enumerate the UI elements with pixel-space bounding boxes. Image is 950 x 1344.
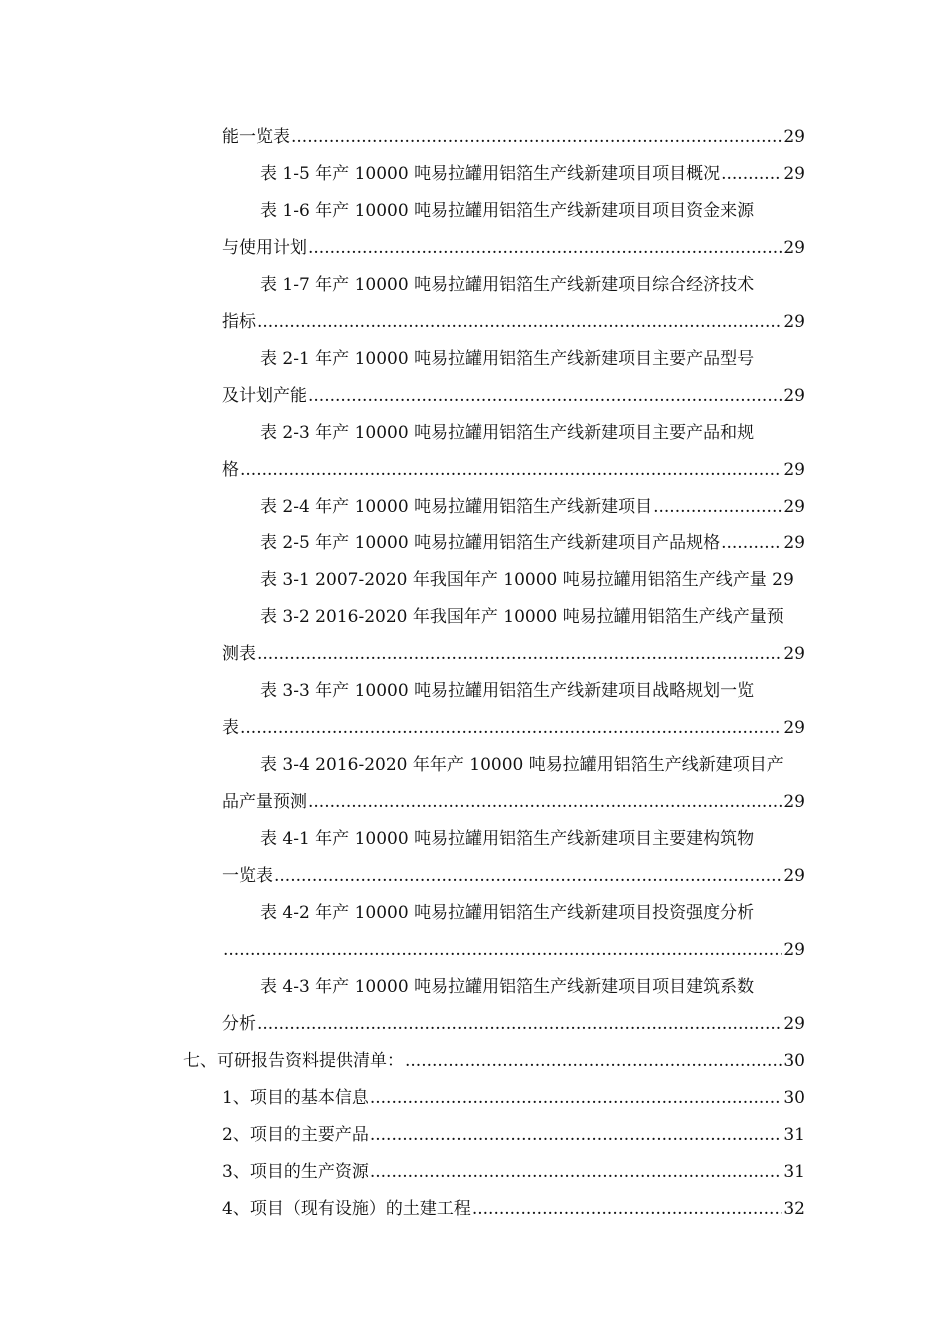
toc-entry[interactable] — [222, 1083, 805, 1113]
toc-entry[interactable] — [222, 1194, 805, 1224]
toc-entry-title: 3、项目的生产资源 — [222, 1161, 369, 1182]
toc-leader-dots — [223, 935, 782, 965]
toc-page-number: 29 — [783, 533, 805, 554]
toc-page-number: 32 — [783, 1198, 805, 1219]
toc-entry[interactable] — [260, 750, 805, 780]
toc-entry[interactable] — [222, 307, 805, 337]
toc-entry-title: 与使用计划 — [222, 237, 307, 258]
toc-entry-title: 表 — [222, 718, 239, 739]
toc-entry-title: 表 4-2 年产 10000 吨易拉罐用铝箔生产线新建项目投资强度分析 — [260, 902, 755, 923]
toc-leader-dots — [405, 1046, 782, 1076]
toc-page-number: 29 — [783, 866, 805, 886]
toc-entry-title: 表 2-4 年产 10000 吨易拉罐用铝箔生产线新建项目 — [260, 496, 653, 517]
toc-entry-title: 表 3-4 2016-2020 年年产 10000 吨易拉罐用铝箔生产线新建项目产 — [260, 755, 784, 776]
toc-entry-title: 七、可研报告资料提供清单： — [183, 1050, 404, 1071]
toc-page-number: 29 — [783, 644, 805, 665]
toc-entry-title: 表 2-5 年产 10000 吨易拉罐用铝箔生产线新建项目产品规格 — [260, 533, 721, 554]
toc-entry[interactable] — [222, 1157, 805, 1187]
toc-entry[interactable] — [260, 159, 805, 189]
toc-leader-dots — [370, 1083, 783, 1113]
toc-leader-dots — [370, 1157, 783, 1187]
toc-page-number: 29 — [783, 939, 805, 960]
toc-leader-dots — [257, 639, 782, 669]
toc-entry-title: 1、项目的基本信息 — [222, 1087, 369, 1108]
toc-page-number: 29 — [783, 718, 805, 739]
toc-page-number: 31 — [783, 1161, 805, 1182]
toc-leader-dots — [308, 381, 782, 411]
toc-page-number: 30 — [783, 1050, 805, 1071]
toc-entry[interactable] — [222, 233, 805, 263]
toc-leader-dots — [308, 233, 782, 263]
toc-entry-title: 测表 — [222, 644, 256, 665]
toc-entry[interactable] — [222, 713, 805, 743]
toc-entry-title: 格 — [222, 459, 239, 480]
toc-entry[interactable] — [260, 270, 805, 300]
toc-leader-dots — [370, 1120, 783, 1150]
toc-entry[interactable] — [222, 861, 805, 891]
toc-entry-title: 表 3-2 2016-2020 年我国年产 10000 吨易拉罐用铝箔生产线产量预 — [260, 607, 784, 628]
toc-entry-title: 表 1-6 年产 10000 吨易拉罐用铝箔生产线新建项目项目资金来源 — [260, 200, 755, 221]
toc-entry[interactable] — [222, 1009, 805, 1039]
toc-page-number: 29 — [783, 385, 805, 406]
toc-page-number: 29 — [783, 237, 805, 258]
toc-entry[interactable] — [183, 1046, 805, 1076]
toc-leader-dots — [472, 1194, 783, 1224]
toc-entry-title: 品产量预测 — [222, 792, 307, 813]
toc-page-number: 29 — [783, 163, 805, 184]
toc-page-number: 29 — [783, 496, 805, 517]
toc-page-number: 29 — [783, 459, 805, 480]
toc-entry-title: 表 1-5 年产 10000 吨易拉罐用铝箔生产线新建项目项目概况 — [260, 163, 721, 184]
toc-entry-title: 表 4-3 年产 10000 吨易拉罐用铝箔生产线新建项目项目建筑系数 — [260, 976, 755, 997]
toc-entry-title: 表 3-3 年产 10000 吨易拉罐用铝箔生产线新建项目战略规划一览 — [260, 681, 755, 702]
toc-page-number: 29 — [783, 311, 805, 332]
toc-entry-title: 分析 — [222, 1013, 256, 1034]
toc-entry[interactable] — [222, 787, 805, 817]
toc-leader-dots — [257, 1009, 782, 1039]
toc-leader-dots — [291, 122, 782, 152]
toc-entry[interactable] — [222, 639, 805, 669]
toc-page-number: 29 — [783, 1013, 805, 1034]
toc-entry[interactable] — [260, 602, 805, 632]
toc-leader-dots — [274, 861, 782, 891]
toc-entry[interactable] — [260, 824, 805, 854]
toc-page-number: 29 — [783, 792, 805, 813]
toc-entry[interactable] — [260, 972, 805, 1002]
toc-page-number: 30 — [783, 1087, 805, 1108]
toc-entry[interactable] — [222, 455, 805, 485]
toc-leader-dots — [240, 713, 782, 743]
toc-entry-title: 2、项目的主要产品 — [222, 1124, 369, 1145]
toc-entry-title: 表 3-1 2007-2020 年我国年产 10000 吨易拉罐用铝箔生产线产量 29 — [260, 570, 794, 591]
toc-entry[interactable] — [260, 528, 805, 558]
toc-leader-dots — [721, 528, 782, 558]
toc-entry[interactable] — [222, 122, 805, 152]
toc-entry[interactable] — [260, 565, 805, 595]
toc-entry-title: 表 2-3 年产 10000 吨易拉罐用铝箔生产线新建项目主要产品和规 — [260, 422, 755, 443]
toc-entry-title: 4、项目（现有设施）的土建工程 — [222, 1198, 471, 1219]
toc-entry[interactable] — [260, 344, 805, 374]
toc-leader-dots — [653, 492, 782, 522]
toc-entry[interactable] — [260, 492, 805, 522]
toc-leader-dots — [257, 307, 782, 337]
toc-entry[interactable] — [260, 898, 805, 928]
toc-entry[interactable] — [260, 676, 805, 706]
toc-entry[interactable] — [260, 196, 805, 226]
toc-entry[interactable] — [222, 935, 805, 965]
toc-entry-title: 表 2-1 年产 10000 吨易拉罐用铝箔生产线新建项目主要产品型号 — [260, 348, 755, 369]
toc-page-number: 29 — [783, 127, 805, 147]
toc-leader-dots — [308, 787, 782, 817]
toc-entry-title: 一览表 — [222, 866, 273, 886]
toc-entry-title: 表 4-1 年产 10000 吨易拉罐用铝箔生产线新建项目主要建构筑物 — [260, 829, 755, 850]
toc-entry[interactable] — [222, 1120, 805, 1150]
toc-page-number: 31 — [783, 1124, 805, 1145]
toc-entry[interactable] — [260, 418, 805, 448]
toc-entry-title: 指标 — [222, 311, 256, 332]
toc-entry[interactable] — [222, 381, 805, 411]
toc-leader-dots — [240, 455, 782, 485]
toc-entry-title: 能一览表 — [222, 127, 290, 147]
toc-leader-dots — [721, 159, 782, 189]
toc-entry-title: 表 1-7 年产 10000 吨易拉罐用铝箔生产线新建项目综合经济技术 — [260, 274, 755, 295]
toc-entry-title: 及计划产能 — [222, 385, 307, 406]
